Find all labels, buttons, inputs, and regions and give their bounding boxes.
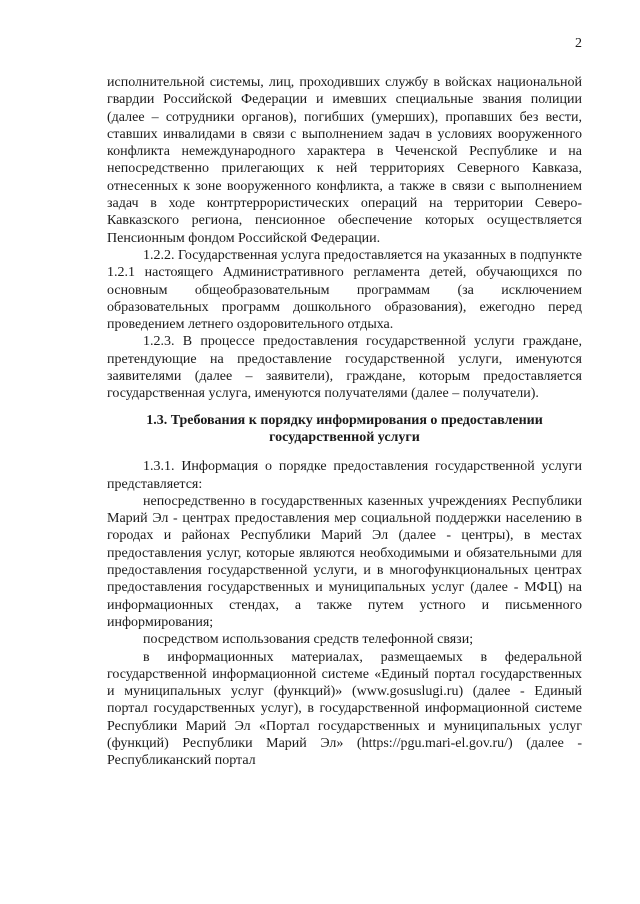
paragraph-continuation: исполнительной системы, лиц, проходивших службу в войсках национальной гвардии Российской Федерации и имевших специальные звания полиции (далее – сотрудники органов), погибших (умерших), пропавших без вести, ставших инвалидами в связи с выполнением задач в условиях вооруженного конфликта немеждународного характера в Чеченской Республике и на непосредственно прилегающих к ней территориях Северного Кавказа, отнесенных к зоне вооруженного конфликта, а также в связи с выполнением задач в ходе контртеррористических операций на территории Северо-Кавказского региона, пенсионное обеспечение которых осуществляется Пенсионным фондом Российской Федерации.	[107, 75, 582, 246]
paragraph-1-3-1: 1.3.1. Информация о порядке предоставления государственной услуги представляется:	[107, 459, 582, 492]
paragraph-1-2-3: 1.2.3. В процессе предоставления государственной услуги граждане, претендующие на предоставление государственной услуги, именуются заявителями (далее – заявители), граждане, которым предоставляется государственная услуга, именуются получателями (далее – получатели).	[107, 334, 582, 402]
paragraph-telephone: посредством использования средств телефонной связи;	[143, 632, 474, 648]
document-body	[107, 74, 582, 770]
page-number: 2	[575, 36, 582, 51]
paragraph-directly-in-centers: непосредственно в государственных казенных учреждениях Республики Марий Эл - центрах предоставления мер социальной поддержки населению в городах и районах Республики Марий Эл (далее - центры), в местах предоставления услуг, которые являются необходимыми и обязательными для предоставления государственной услуги, и в многофункциональных центрах предоставления государственных и муниципальных услуг (далее - МФЦ) на информационных стендах, а также путем устного и письменного информирования;	[107, 493, 582, 630]
section-heading-1-3: 1.3. Требования к порядку информирования о предоставлении государственной услуги	[146, 412, 543, 445]
paragraph-1-2-2: 1.2.2. Государственная услуга предоставляется на указанных в подпункте 1.2.1 настоящего Административного регламента детей, обучающихся по основным общеобразовательным программам (за исключением образовательных программ дошкольного образования), ежегодно перед проведением летнего оздоровительного отдыха.	[107, 247, 582, 333]
paragraph-information-materials: в информационных материалах, размещаемых в федеральной государственной информационной системе «Единый портал государственных и муниципальных услуг (функций)» (www.gosuslugi.ru) (далее - Единый портал государственных услуг), в государственной информационной системе Республики Марий Эл «Портал государственных и муниципальных услуг (функций) Республики Марий Эл» (https://pgu.mari-el.gov.ru/) (далее - Республиканский портал	[107, 649, 582, 769]
